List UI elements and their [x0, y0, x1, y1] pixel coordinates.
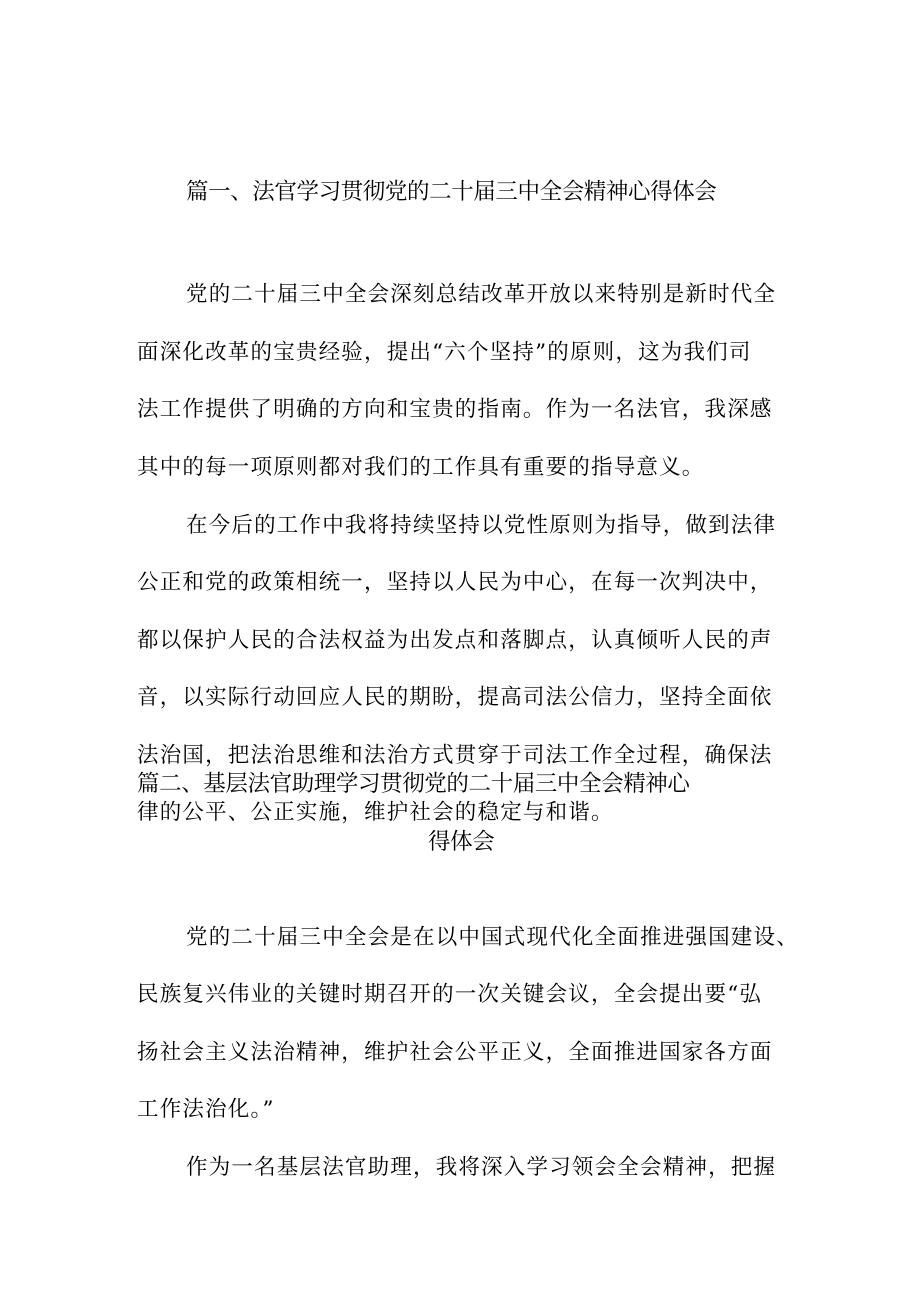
- text-line: 法工作提供了明确的方向和宝贵的指南。作为一名法官，我深感: [137, 397, 773, 422]
- article-1-title: 篇一、法官学习贯彻党的二十届三中全会精神心得体会: [186, 179, 717, 205]
- text-line: 在今后的工作中我将持续坚持以党性原则为指导，做到法律: [186, 513, 777, 538]
- text-line: 都以保护人民的合法权益为出发点和落脚点，认真倾听人民的声: [137, 628, 773, 653]
- text-line: 面深化改革的宝贵经验，提出“六个坚持”的原则，这为我们司: [137, 340, 752, 365]
- text-line: 其中的每一项原则都对我们的工作具有重要的指导意义。: [137, 455, 705, 480]
- article-2-title: 篇二、基层法官助理学习贯彻党的二十届三中全会精神心: [137, 771, 690, 797]
- text-line: 党的二十届三中全会是在以中国式现代化全面推进强国建设、: [186, 925, 799, 950]
- text-line: 公正和党的政策相统一，坚持以人民为中心，在每一次判决中，: [137, 570, 773, 595]
- text-line: 法治国，把法治思维和法治方式贯穿于司法工作全过程，确保法: [137, 743, 773, 768]
- text-line: 扬社会主义法治精神，维护社会公平正义，全面推进国家各方面: [137, 1040, 773, 1065]
- text-line: 律的公平、公正实施，维护社会的稳定与和谐。: [137, 800, 614, 825]
- text-line: 党的二十届三中全会深刻总结改革开放以来特别是新时代全: [186, 282, 777, 307]
- text-line: 作为一名基层法官助理，我将深入学习领会全会精神，把握: [186, 1155, 777, 1180]
- text-line: 民族复兴伟业的关键时期召开的一次关键会议，全会提出要“弘: [137, 982, 763, 1007]
- text-line: 工作法治化。”: [137, 1097, 275, 1122]
- text-line: 音，以实际行动回应人民的期盼，提高司法公信力，坚持全面依: [137, 685, 773, 710]
- article-2-title-continued: 得体会: [428, 829, 495, 855]
